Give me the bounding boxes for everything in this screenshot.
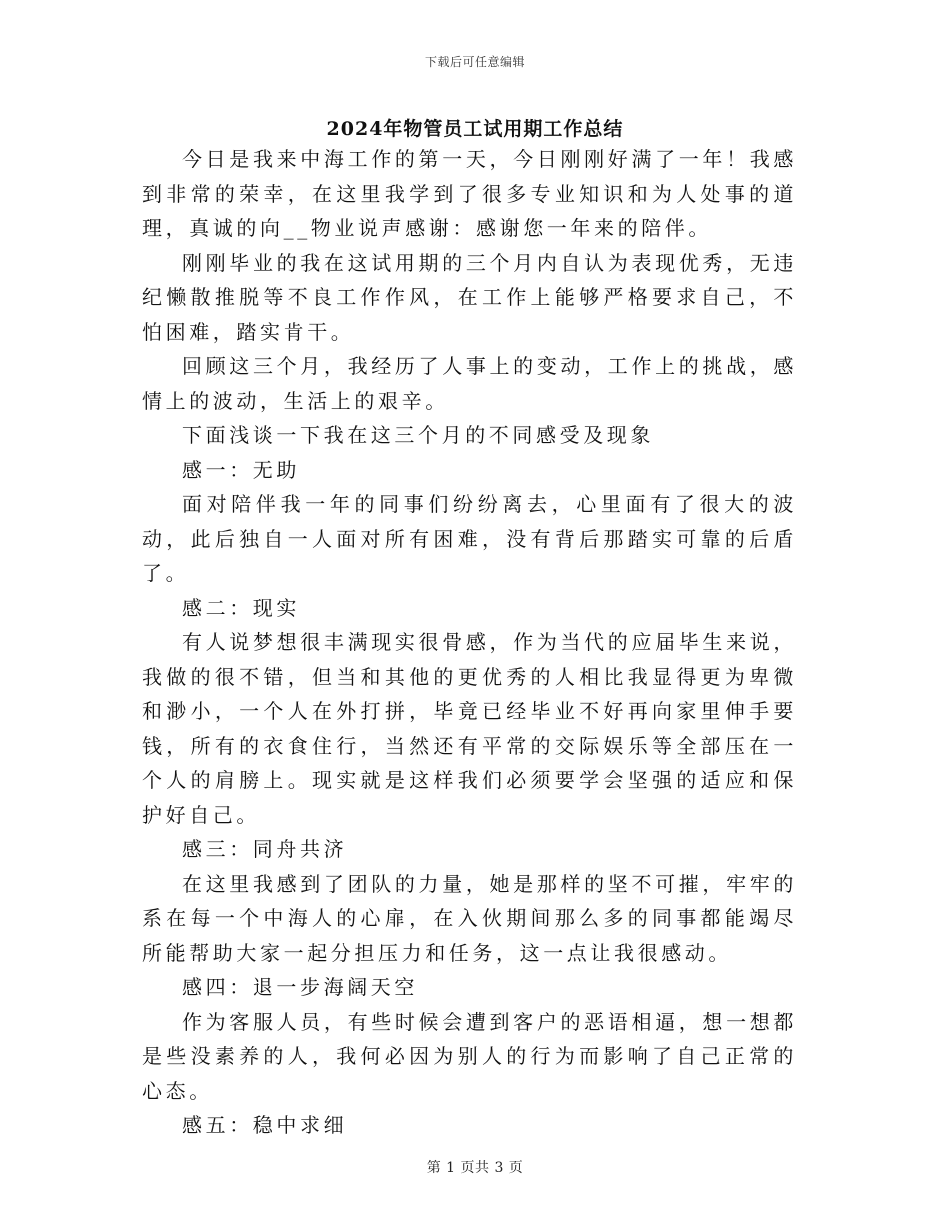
section-heading-4: 感四：退一步海阔天空 — [182, 975, 418, 999]
paragraph-section-2: 有人说梦想很丰满现实很骨感，作为当代的应届毕生来说，我做的很不错，但当和其他的更优秀的人相比我显得更为卑微和渺小，一个人在外打拼，毕竟已经毕业不好再向家里伸手要钱，所有的衣食住行，当然还有平常的交际娱乐等全部压在一个人的肩膀上。现实就是这样我们必须要学会坚强的适应和保护好自己。 — [142, 630, 797, 827]
document-body — [142, 142, 797, 1143]
document-title: 2024年物管员工试用期工作总结 — [326, 118, 624, 140]
paragraph-intro: 今日是我来中海工作的第一天，今日刚刚好满了一年！我感到非常的荣幸，在这里我学到了很多专业知识和为人处事的道理，真诚的向__物业说声感谢：感谢您一年来的陪伴。 — [142, 147, 797, 240]
section-heading-1: 感一：无助 — [182, 457, 300, 482]
section-heading-3: 感三：同舟共济 — [182, 837, 348, 861]
paragraph-section-3: 在这里我感到了团队的力量，她是那样的坚不可摧，牢牢的系在每一个中海人的心扉，在入伙期间那么多的同事都能竭尽所能帮助大家一起分担压力和任务，这一点让我很感动。 — [142, 871, 797, 965]
paragraph-section-1: 面对陪伴我一年的同事们纷纷离去，心里面有了很大的波动，此后独自一人面对所有困难，没有背后那踏实可靠的后盾了。 — [142, 492, 797, 585]
page-number-footer: 第 1 页共 3 页 — [426, 1160, 524, 1176]
paragraph-probation: 刚刚毕业的我在这试用期的三个月内自认为表现优秀，无违纪懒散推脱等不良工作作风，在工作上能够严格要求自己，不怕困难，踏实肯干。 — [142, 250, 797, 344]
page-header-note: 下载后可任意编辑 — [424, 55, 525, 69]
paragraph-lead-in: 下面浅谈一下我在这三个月的不同感受及现象 — [182, 423, 654, 447]
section-heading-5: 感五：稳中求细 — [182, 1113, 348, 1137]
section-heading-2: 感二：现实 — [182, 595, 300, 620]
paragraph-review: 回顾这三个月，我经历了人事上的变动，工作上的挑战，感情上的波动，生活上的艰辛。 — [142, 354, 797, 413]
paragraph-section-4: 作为客服人员，有些时候会遭到客户的恶语相逼，想一想都是些没素养的人，我何必因为别人的行为而影响了自己正常的心态。 — [142, 1009, 797, 1103]
